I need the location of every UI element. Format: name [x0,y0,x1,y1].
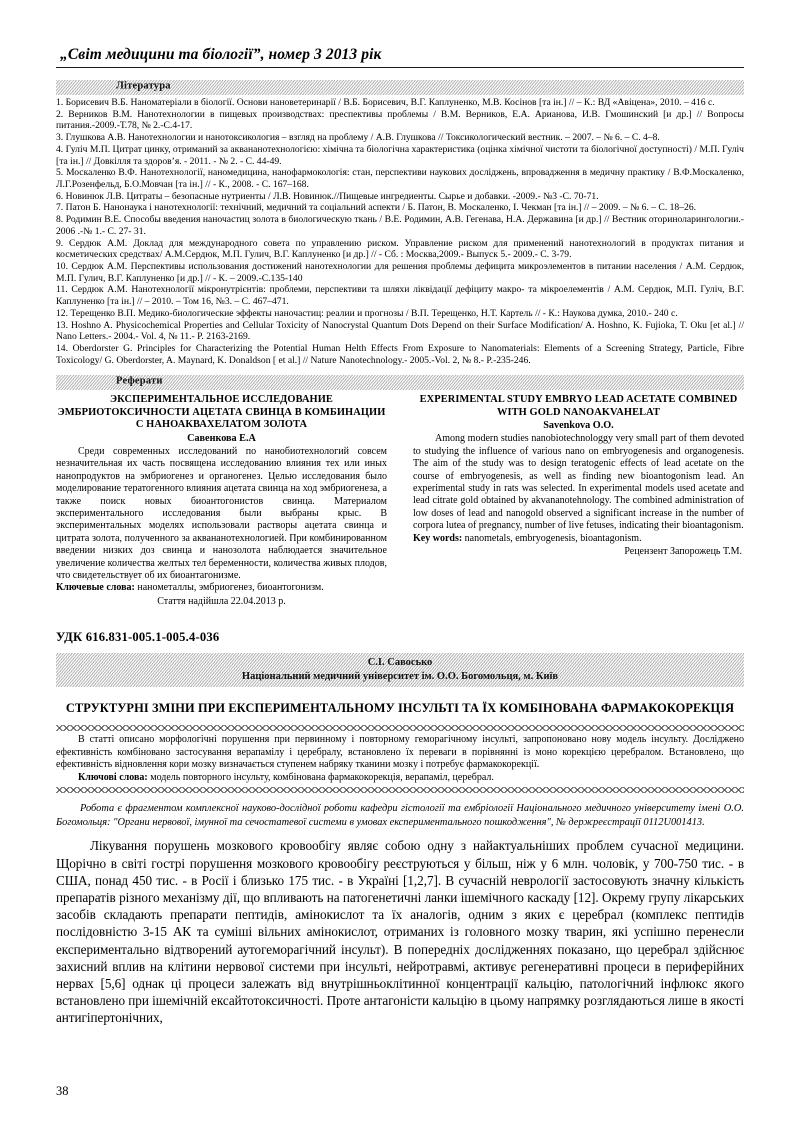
reference-item: 11. Сердюк А.М. Нанотехнології мікронутрієнтів: проблеми, перспективи та шляхи ліквідації дефіциту макро- та мікроелементів / А.М. Сердюк, М.П. Гуліч, В.Г. Каплуненко [та ін.] // – 2010. – Том 16, №3. – С. 467–471. [56,284,744,307]
abstract-title-en: EXPERIMENTAL STUDY EMBRYO LEAD ACETATE COMBINED WITH GOLD NANOAKVAHELAT [419,394,738,418]
keywords-label-ru: Ключевые слова: [56,582,135,594]
article-title: СТРУКТУРНІ ЗМІНИ ПРИ ЕКСПЕРИМЕНТАЛЬНОМУ ІНСУЛЬТІ ТА ЇХ КОМБІНОВАНА ФАРМАКОКОРЕКЦІЯ [65,700,735,715]
funding-note: Робота є фрагментом комплексної науково-дослідної роботи кафедри гістології та ембріології Національного медичного університету імені О.О. Богомольця: "Органи нервової, імунної та сечостатевої системи в умовах експериментального пошкодження", № держреєстрації 0112U001413. [56,803,744,829]
abstract-body-en: Among modern studies nanobiotechnologgy very small part of them devoted to studying the influence of various nano on embryogenesis and organogenesis. The aim of the study was to design teratogenic effects of lead acetate on the course of embryogenesis, as well as finding new bioantogonism lead. An experimental study in rats was selected. In experimental models used acetate and lead citrate gold obtained by akvananotehnology. The combined administration of low doses of lead and nanogold observed a significant increase in the number of corpora lutea of pregnancy, number of live fetuses, indicating their bioantagonism. [413,433,744,532]
page-number: 38 [56,1084,69,1098]
reference-item: 8. Родимин В.Е. Способы введения наночастиц золота в биологическую ткань / В.Е. Родимин, А.В. Гегенава, Н.А. Державина [и др.] // Вестник оториноларингологии.- 2006 .-№ 1.- С. 27- 31. [56,214,744,237]
article-keywords [56,772,744,785]
udc-code: УДК 616.831-005.1-005.4-036 [56,629,220,644]
keywords-value-en: nanometals, embryogenesis, bioantagonism. [462,532,642,544]
article-abstract-text: В статті описано морфологічні порушення при первинному і повторному геморагічному інсульті, запропоновано нову модель інсульту. Досліджено ефективність комбіновано застосування верапамілу і церебралу, встановлено їх переваги в порівнянні із моно корекцією церебралом. Встановлено, що ефективність відновлення кори мозку визначається ступенем набряку тканини мозку і потребує фармакокорекції. [56,733,744,771]
article-abstract [56,731,744,787]
bilingual-abstract [56,394,744,608]
abstract-footer-ru: Стаття надійшла 22.04.2013 р. [157,595,286,607]
reference-item: 3. Глушкова А.В. Нанотехнологии и нанотоксикология – взгляд на проблему / А.В. Глушкова // Токсикологический вестник. – 2007. – № 6. – С. 4–8. [56,132,660,144]
abstract-keywords-ru [56,582,387,595]
reference-item: 5. Москаленко В.Ф. Нанотехнології, наномедицина, нанофармокологія: стан, перспективи наукових досліджень, впровадження в медичну практику / В.Ф.Москаленко, Л.Г.Розенфельд, Б.О.Мовчан [та ін.] // - К., 2008. - С. 167–168. [56,167,744,190]
reference-item: 4. Гуліч М.П. Цитрат цинку, отриманий за аквананотехнологією: хімічна та біологічна характеристика (оцінка хімічної чистоти та біологічної доступності) / М.П. Гуліч [та ін.] // Довкілля та здоров’я. - 2011. - № 2. - С. 44-49. [56,143,744,167]
article-keywords-value: модель повторного інсульту, комбінована фармакокорекція, верапаміл, церебрал. [147,771,494,783]
abstracts-banner [56,375,744,390]
keywords-label-en: Key words: [413,532,463,544]
article-body: Лікування порушень мозкового кровообігу являє собою одну з найактуальніших проблем сучасної медицини. Щорічно в світі гострі порушення мозкового кровообігу реєструються у більш, ніж у 6 млн. чоловік, у 700-750 тис. - в США, понад 450 тис. - в Росії і близько 175 тис. - в Україні [1,2,7]. В сучасній неврології застосовують значну кількість препаратів різного механізму дії, що впливають на патогенетичні ланки ішемічного каскаду [12]. Окрему групу лікарських засобів складають препарати пептидів, амінокислот та їх аналогів, одним з яких є церебрал (комплекс пептидів послідовністю 3-15 АК та суміші вільних амінокислот, отриманих із головного мозку тварин, які успішно перенесли експериментально відтворений аутогеморагічний інсульт). В попередніх дослідженнях показано, що церебрал здійснює захисний вплив на клітини нервової системи при інсульті, нейротравмі, активує регенеративні процеси в периферійних нервах [5,6] однак ці процеси залежать від внутрішньоклітинної концентрації кальцію, патологічний інфлюкс якого встановлено при ішемічній ексайтотоксичності. Проте антагоністи кальцію в цьому напрямку розглядаються лише в якості антигіпертонічних, [56,838,744,1026]
abstract-title-ru: ЭКСПЕРИМЕНТАЛЬНОЕ ИССЛЕДОВАНИЕ ЭМБРИОТОКСИЧНОСТИ АЦЕТАТА СВИНЦА В КОМБИНАЦИИ С НАНОАКВАХЕЛАТОМ ЗОЛОТА [57,394,386,431]
reference-item: 14. Oberdorster G. Principles for Characterizing the Potential Human Helth Effects From Exposure to Nanomaterials: Elements of a Screening Strategy, Particle, Fibre Toxicology/ G. Oberdorster, A. Maynard, K. Donaldson [ et al.] // Nature Nanotechnology.- 2005.-Vol. 2, № 8.- P.-235-246. [56,342,744,366]
article-affiliation: Національний медичний університет ім. О.О. Богомольця, м. Київ [241,670,559,682]
reference-item: 1. Борисевич В.Б. Наноматеріали в біології. Основи нановетеринарії / В.Б. Борисевич, В.Г. Каплуненко, М.В. Косінов [та ін.] // – К.: ВД «Авіцена», 2010. – 416 с. [56,97,715,108]
abstract-author-en: Savenkova O.O. [543,420,614,432]
abstract-body-ru: Среди современных исследований по нанобиотехнологий совсем незначительная их часть посвящена исследованию влияния тех или иных нанопродуктов на эмбриогенез и органогенез. Целью исследования было моделирование тератогенного влияния ацетата свинца на ход эмбриогенеза, а также поиск новых биоантогонистов свинца. Материалом экспериментального исследования были выбраны крыс. В экспериментальных моделях использовали растворы ацетата свинца и цитрата золота, полученного за аквананотехнологией. При комбинированном введении низких доз свинца и нанозолота наблюдается значительное увеличение количества желтых тел беременности, количества живых плодов, что свидетельствует об их биоантагонизме. [56,445,387,581]
abstract-author-ru: Савенкова Е.А [187,432,256,444]
running-head: „Світ медицини та біології”, номер 3 2013 рік [60,46,382,63]
reference-list [56,97,744,366]
abstract-column-ru [56,394,387,608]
reference-item: 2. Верников В.М. Нанотехнологии в пищевых производствах: преспективы проблемы / В.М. Верников, Е.А. Арианова, И.В. Гмошинский [и др.] // Вопросы питания.-2009.-Т.78, № 2.-С.4-17. [56,108,744,132]
references-banner [56,80,744,95]
reference-item: 10. Сердюк А.М. Перспективы использования достижений нанотехнологии для решения проблемы дефицита микроэлементов в питании населения / А.М. Сердюк, М.П. Гулич, В.Г. Каплуненко [и др.] // - К. – 2009.-С.135-140 [56,261,744,284]
keywords-value-ru: нанометаллы, эмбриогенез, биоантогонизм. [134,582,324,594]
reference-item: 13. Hoshno A. Physicochemical Properties and Cellular Toxicity of Nanocrystal Quantum Dots Depend on their Surface Modification/ A. Hoshno, K. Fujioka, T. Oku [et al.] // Nano Letters.- 2004.- Vol. 4, № 11.- P. 2163-2169. [56,319,744,343]
abstract-keywords-en [413,533,744,546]
abstract-footer-en: Рецензент Запорожець Т.М. [624,546,742,558]
references-banner-label: Література [116,80,171,92]
abstracts-banner-label: Реферати [116,375,163,387]
header-divider [56,67,744,68]
reference-item: 12. Терещенко В.П. Медико-биологические эффекты наночастиц: реалии и прогнозы / В.П. Терещенко, Н.Т. Картель // - К.: Наукова думка, 2010.- 240 с. [56,307,678,319]
article-author: С.І. Савосько [367,656,433,668]
reference-item: 7. Патон Б. Нанонаука і нанотехнології: технічний, медичний та соціальний аспекти / Б. Патон, В. Москаленко, І. Чекман [та ін.] // – 2009. – № 6. – С. 18–26. [56,202,697,214]
article-keywords-label: Ключові слова: [78,771,148,783]
reference-item: 9. Сердюк А.М. Доклад для международного совета по управлению риском. Управление риском для применений нанотехнологий в продуктах питания и косметических средствах/ А.М.Сердюк, М.П. Гулич, В.Г. Каплуненко [и др.] // - Сб. : Москва,2009.- Выпуск 5.- 2009.- С. 3-79. [56,237,744,261]
article-author-banner [56,653,744,687]
abstract-column-en [413,394,744,608]
reference-item: 6. Новинюк Л.В. Цитраты – безопасные нутриенты / Л.В. Новинюк.//Пищевые ингредиенты. Сырье и добавки. -2009.- №3 -С. 70-71. [56,190,599,202]
abstract-bottom-rule [56,787,744,793]
